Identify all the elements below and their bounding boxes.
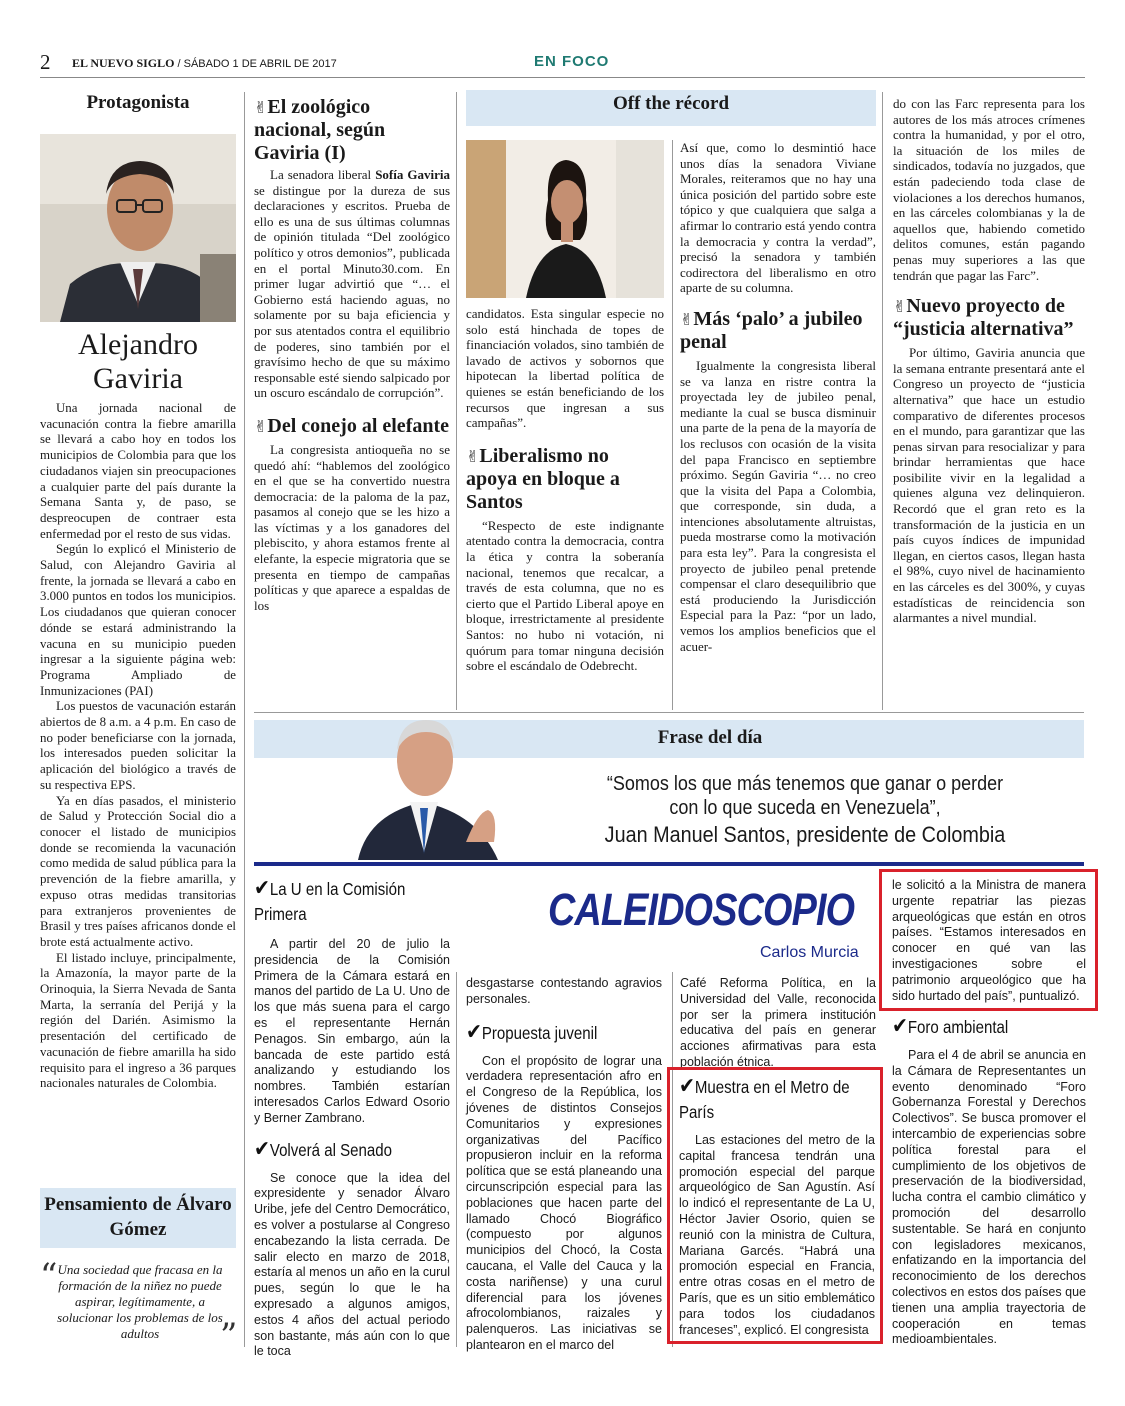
cal-col2-top — [466, 976, 662, 1008]
paragraph: La congresista antioqueña no se quedó ahí: “hablemos del zoológico en el que se ha convertido nuestra democracia: de la paloma de la paz, pasamos al conejo que se les hizo a las víctimas y a los ganadores del plebiscito, y ahora estamos frente al elefante, la especie migratoria que se presenta en tiempo de campañas políticas y que aparece a espaldas de los — [254, 441, 450, 613]
palo-heading — [680, 308, 876, 354]
protagonista-title: Protagonista — [86, 92, 190, 113]
paragraph: Ya en días pasados, el ministerio de Salud y Protección Social dio a conocer el listado de municipios donde se recomienda la vacunación como medida de salud pública para la prevención de la fiebre amarilla, y expuso otras medidas transitorias para extranjeros provenientes de Brasil y tres países africanos donde el brote está actualmente activo. — [40, 793, 236, 949]
publication-line — [72, 56, 337, 71]
victory-hand-icon: ✌ — [254, 416, 268, 436]
paragraph: Así que, como lo desmintió hace unos días la senadora Viviane Morales, reiteramos que no hay una única posición del partido sobre este tópico y que cualquiera que salga a afirmar lo contrario está yendo contra la democracia y contra la verdad”, precisó la senadora y también codirectora del liberalismo en otro aparte de su columna. — [680, 140, 876, 296]
portrait-photo-gaviria-drawing — [40, 134, 236, 322]
photo-santos-drawing — [348, 702, 518, 860]
close-quote-icon: ” — [220, 1316, 238, 1356]
zoologico-body — [254, 167, 450, 401]
conejo-title: Del conejo al elefante — [267, 414, 450, 437]
conejo-body — [254, 442, 450, 614]
open-quote-icon: “ — [40, 1256, 58, 1296]
volvera-body — [254, 1171, 450, 1361]
off-record-col3 — [893, 96, 1085, 626]
photo-santos — [348, 702, 518, 860]
pensamiento-title: Pensamiento de Álvaro Gómez — [44, 1194, 232, 1240]
zoologico-heading — [254, 96, 450, 165]
column-rule — [244, 92, 245, 1347]
victory-hand-icon: ✌ — [466, 446, 480, 466]
paragraph: A partir del 20 de julio la presidencia de la Comisión Primera de la Cámara estará en manos del partido de La U. Uno de los que más suena para el cargo es el representante Hernán Penagos. Sin embargo, aún la bancada de este partido está analizando y estudiando los nombres. También estarían interesados Carlos Edward Osorio y Berner Zambrano. — [254, 937, 450, 1125]
paragraph: do con las Farc representa para los autores de los más atroces crímenes contra la humanidad, y por el otro, la situación de los miles de sindicados, todavía no juzgados, que están padeciendo toda clase de violaciones a los derechos humanos, en las cárceles colombianas y la de aquellos que, habiendo cometido delitos comunes, están pagando penas muy superiores a las que tendrán que pagar las Farc”. — [893, 96, 1085, 283]
liberalismo-heading — [466, 445, 664, 514]
victory-hand-icon: ✌ — [254, 98, 268, 117]
muestra-title: Muestra en el Metro de París — [679, 1077, 850, 1122]
paragraph: Por último, Gaviria anuncia que la semana entrante presentará ante el Congreso un proyecto de “justicia alternativa” que hace un estudio comparativo de diferentes procesos en el mundo, para garantizar que las penas sirvan para resocializar y para brindar herramientas que hace posibilite vivir en la legalidad a quienes alguna vez delinquieron. Recordó que el gran reto es la transformación de la justicia en un país cuyos índices de impunidad llegan, en ciertos casos, llegan hasta el 98%, cuyo nivel de hacinamiento en las cárceles es del 300%, y cuyas estadísticas de reincidencia son alarmantes a nivel mundial. — [893, 345, 1085, 626]
frase-attribution: Juan Manuel Santos, presidente de Colombia — [604, 822, 1006, 847]
liberalismo-title: Liberalismo no apoya en bloque a Santos — [466, 444, 620, 513]
paragraph: Café Reforma Política, en la Universidad del Valle, reconocida por ser la primera institución educativa del país en generar acciones afirmativas para esta población étnica. — [680, 976, 876, 1069]
highlight-name: Sofía Gaviria — [375, 167, 450, 182]
frase-line-1: “Somos los que más tenemos que ganar o perder — [606, 773, 1004, 795]
caleidoscopio-author: Carlos Murcia — [760, 944, 859, 961]
liberalismo-body — [466, 518, 664, 674]
justicia-heading — [893, 295, 1085, 341]
victory-hand-icon: ✌ — [680, 309, 694, 329]
column-rule — [456, 972, 457, 1347]
muestra-article — [679, 1074, 875, 1338]
paragraph: Igualmente la congresista liberal se va lanza en ristre contra la proyectada ley de jubileo penal, mediante la cual se busca disminuir una parte de la pena de la mayoría de los reclusos con ocasión de la visita del papa Francisco en septiembre próximo. Según Gaviria “… no creo que la visita del Papa a Colombia, que corresponde, sin duda, a intenciones absolutamente altruistas, pueda mostrarse como la motivación para esta ley”. Para la congresista el proyecto de jubileo penal pretende compensar el claro desequilibrio que está produciendo la Jurisdicción Especial para la Paz: “por un lado, vemos los amplios beneficios que el acuer- — [680, 357, 876, 654]
propuesta-heading — [466, 1020, 664, 1046]
check-mark-icon: ✔ — [892, 1014, 908, 1039]
frase-title: Frase del día — [657, 727, 763, 748]
foro-body — [892, 1048, 1086, 1348]
muestra-body — [679, 1133, 875, 1338]
protagonista-body — [40, 401, 236, 1092]
propuesta-body — [466, 1054, 662, 1354]
off-record-col3-body — [893, 96, 1085, 283]
caleidoscopio-logo: CALEIDOSCOPIO — [548, 884, 855, 935]
foro-heading — [892, 1014, 1088, 1040]
paragraph: desgastarse contestando agravios personales. — [466, 976, 662, 1006]
frase-bottom-rule — [254, 862, 1084, 866]
column-rule — [456, 92, 457, 710]
palo-body — [680, 358, 876, 654]
publication-name: EL NUEVO SIGLO — [72, 56, 175, 70]
cal-col4-top — [892, 878, 1086, 1004]
page-header — [40, 50, 1085, 78]
paragraph: Para el 4 de abril se anuncia en la Cámara de Representantes un evento denominado “Foro Gobernanza Forestal y Derechos Colectivos”. Se busca promover el intercambio de experiencias sobre política forestal para el cumplimiento de los objetivos de preservación de la biodiversidad, lucha contra el cambio climático y promoción del desarrollo sustentable. Se hará en conjunto con legisladores mexicanos, enfatizando en la importancia del reconocimiento de los derechos colectivos en estos dos países que tienen una amplia trayectoria de cooperación en temas medioambientales. — [892, 1048, 1086, 1347]
column-rule — [672, 140, 673, 710]
publication-date: / SÁBADO 1 DE ABRIL DE 2017 — [174, 58, 337, 70]
paragraph: le solicitó a la Ministra de manera urgente repatriar las piezas arqueológicas que están en otros países. “Estamos interesados en conocer en qué van las investigaciones sobre el patrimonio arqueológico que ha sido hurtado del país”, puntualizó. — [892, 878, 1086, 1003]
volvera-heading — [254, 1137, 452, 1163]
muestra-heading — [679, 1074, 877, 1125]
portrait-photo-gaviria — [40, 134, 236, 322]
justicia-body — [893, 345, 1085, 626]
frase-line-2: con lo que suceda en Venezuela”, — [669, 797, 941, 819]
cal-col3 — [680, 976, 876, 1071]
frase-quote — [585, 772, 1026, 850]
propuesta-title: Propuesta juvenil — [481, 1022, 598, 1043]
zoologico-article — [254, 96, 450, 613]
section-name: EN FOCO — [534, 53, 610, 70]
volvera-title: Volverá al Senado — [269, 1139, 393, 1160]
paragraph: “Respecto de este indignante atentado contra la democracia, contra la ética y contra la soberanía nacional, tenemos que recalcar, a través de esta columna, que no es cierto que el Partido Liberal apoye en bloque, irrestrictamente al presidente Santos: no hubo ni votación, ni quórum para tomar ninguna decisión sobre el escándalo de Odebrecht. — [466, 517, 664, 674]
check-mark-icon: ✔ — [254, 876, 270, 901]
paragraph: candidatos. Esta singular especie no solo está hinchada de topes de financiación volados, sino también de lavado de activos y sobornos que hipotecan la libertad política de quienes se están beneficiando de los recursos que ingresan a sus campañas”. — [466, 306, 664, 431]
cal-col2 — [466, 976, 662, 1354]
paragraph: Los puestos de vacunación estarán abiertos de 8 a.m. a 4 p.m. En caso de no poder beneficiarse con la jornada, los interesados pueden solicitar la aplicación del biológico a través de su respectiva EPS. — [40, 699, 236, 792]
foro-title: Foro ambiental — [907, 1017, 1009, 1037]
check-mark-icon: ✔ — [254, 1136, 270, 1162]
cal-col4 — [892, 878, 1086, 1004]
text: La senadora liberal — [270, 167, 376, 182]
paragraph: Las estaciones del metro de la capital francesa tendrán una promoción especial del parque arqueológico de San Agustín. Así lo indicó el representante de La U, Héctor Javier Osorio, quien se reunió con la ministra de Cultura, Mariana Garcés. “Habrá una promoción especial en Francia, entre otras cosas en el metro de París, que es un sitio emblemático para todos los ciudadanos franceses”, explicó. El congresista — [679, 1133, 875, 1337]
paragraph: Según lo explicó el Ministerio de Salud, con Alejandro Gaviria al frente, la jornada se llevará a cabo en 3.000 puntos en todos los municipios. Los ciudadanos que quieran conocer dónde se estará administrando la vacuna en su municipio pueden ingresar a la siguiente página web: Programa Ampliado de Inmunizaciones (PAI) — [40, 542, 236, 698]
paragraph: Se conoce que la idea del expresidente y senador Álvaro Uribe, jefe del Centro Democrático, es volver a postularse al Congreso encabezando la lista cerrada. De salir electo en marzo de 2018, estaría al menos un año en la curul pues, según lo que le ha expresado a algunos amigos, estos 4 años del actual periodo son bastante, más aún con lo que le toca — [254, 1170, 450, 1359]
off-record-col2-body — [680, 140, 876, 296]
photo-viviane-morales-drawing — [466, 140, 664, 298]
protagonista-name: Alejandro Gaviria — [78, 328, 198, 395]
la-u-title: La U en la Comisión Primera — [254, 879, 406, 924]
off-record-col2 — [680, 140, 876, 654]
photo-viviane-morales — [466, 140, 664, 298]
foro-article — [892, 1014, 1086, 1348]
la-u-article — [254, 876, 450, 1360]
off-record-title: Off the récord — [612, 93, 730, 114]
check-mark-icon: ✔ — [466, 1019, 482, 1045]
paragraph: Con el propósito de lograr una verdadera representación afro en el Congreso de la República, los jóvenes de distintos Consejos Comunitarios y expresiones organizativas del Pacífico propusieron incluir en la reforma política que se está planeando una circunscripción especial para las poblaciones que hacen parte del llamado Chocó Biográfico (compuesto por algunos municipios del Chocó, la Costa caucana, el Valle del Cauca y la costa nariñense) y una curul diferencial para los jóvenes afrocolombianos, raizales y palenqueros. Las iniciativas se plantearon en el marco del — [466, 1053, 662, 1352]
text: se distingue por la dureza de sus declaraciones y escritos. Prueba de ello es una de sus últimas columnas de opinión titulada “Del zoológico político y otros demonios”, publicada en el portal Minuto30.com. En primer lugar advirtió que “… el Gobierno está haciendo aguas, no solamente por su baja eficiencia y por sus atentados contra el equilibrio de poderes, sino también por el gravísimo hecho de que su máximo responsable esté siendo salpicado por un oscuro escándalo de corrupción”. — [254, 182, 450, 401]
off-record-col1 — [466, 306, 664, 674]
column-rule — [882, 92, 883, 710]
palo-title: Más ‘palo’ a jubileo penal — [680, 307, 863, 353]
check-mark-icon: ✔ — [679, 1074, 695, 1099]
paragraph: Una jornada nacional de vacunación contra la fiebre amarilla se llevará a cabo hoy en todos los municipios de Colombia para que los ciudadanos viajen sin preocupaciones a cualquier parte del país durante la Semana Santa y, de paso, se despreocupen de contraer esta enfermedad por el resto de sus vidas. — [40, 401, 236, 541]
cal-col3-top — [680, 976, 876, 1071]
paragraph: El listado incluye, principalmente, la Amazonía, la mayor parte de la Orinoquia, la Sierra Nevada de Santa Marta, la serranía del Perijá y la región del Darién. Asimismo la presentación del certificado de vacunación de fiebre amarilla ha sido requisito para el ingreso a 36 parques nacionales naturales de Colombia. — [40, 950, 236, 1091]
page-number: 2 — [40, 50, 51, 74]
pensamiento-quote: Una sociedad que fracasa en la formación de la niñez no puede aspirar, legítimamente, a solucionar los problemas de los adultos — [57, 1262, 223, 1341]
la-u-body — [254, 937, 450, 1127]
la-u-heading — [254, 876, 452, 927]
zoologico-title: El zoológico nacional, según Gaviria (I) — [254, 96, 386, 164]
conejo-heading — [254, 415, 450, 438]
justicia-title: Nuevo proyecto de “justicia alternativa” — [893, 295, 1074, 341]
off-record-col1-body — [466, 306, 664, 431]
victory-hand-icon: ✌ — [893, 297, 907, 317]
